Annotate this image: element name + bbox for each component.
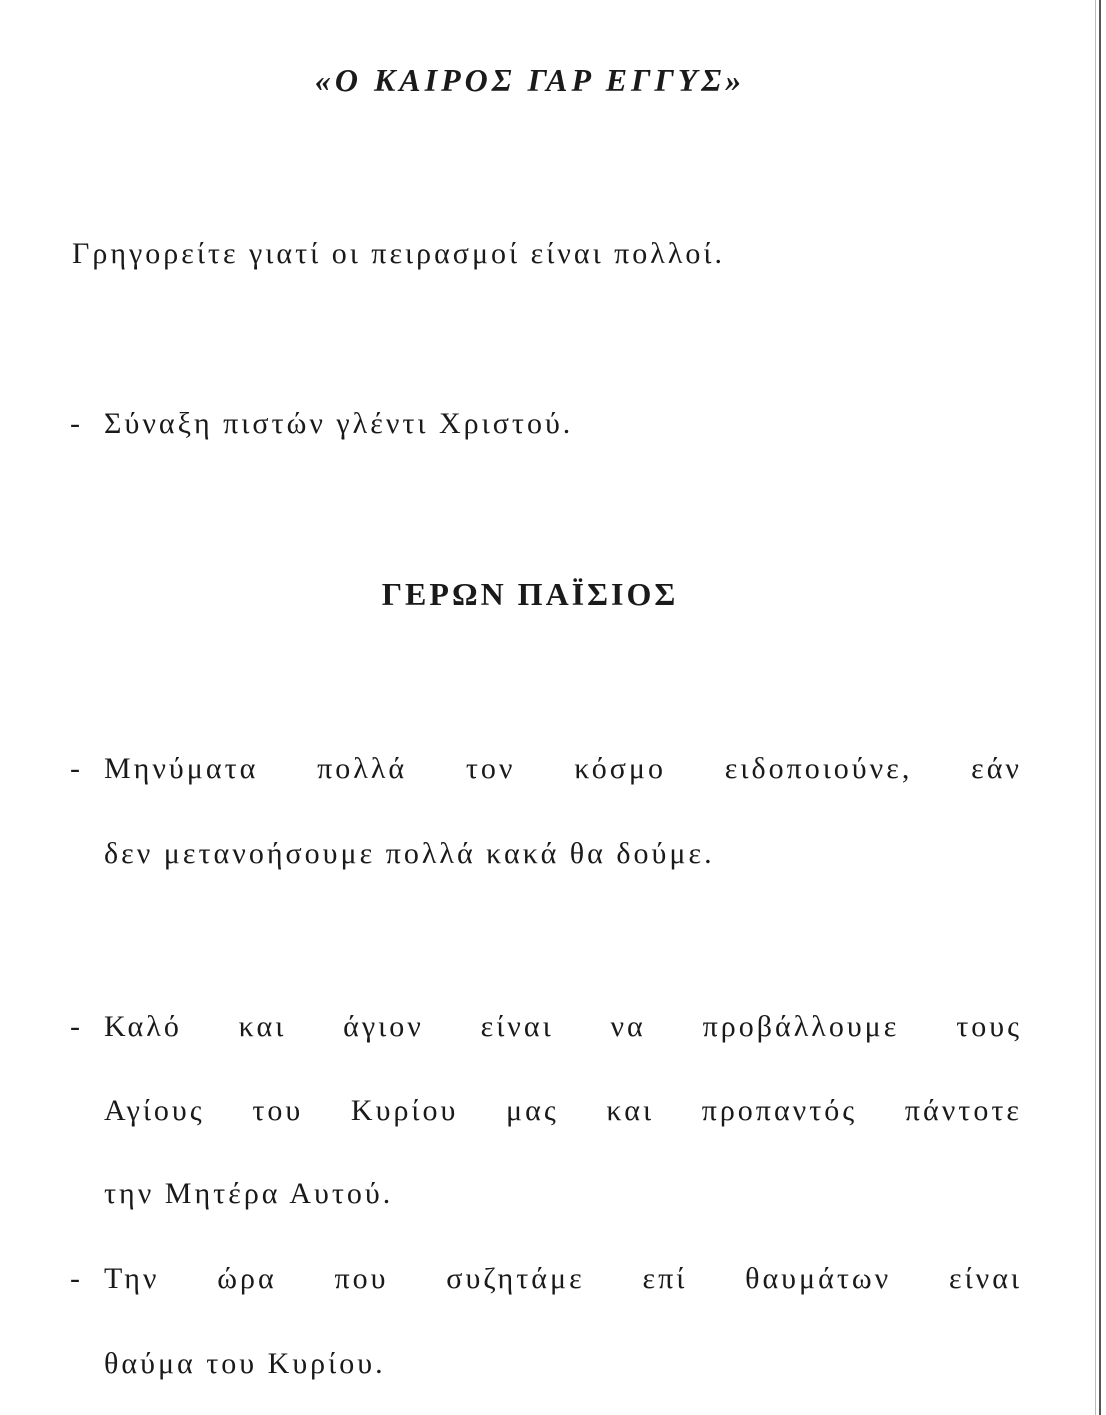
- bullet-dash: -: [70, 407, 80, 440]
- document-title: «Ο ΚΑΙΡΟΣ ΓΑΡ ΕΓΓΥΣ»: [314, 62, 746, 98]
- paragraph-1-line-2: δεν μετανοήσουμε πολλά κακά θα δούμε.: [104, 837, 715, 870]
- paragraph-1-line-1: Μηνύματα πολλά τον κόσμο ειδοποιούνε, εάν: [104, 752, 1022, 785]
- synaxi-line: Σύναξη πιστών γλέντι Χριστού.: [104, 407, 574, 440]
- paragraph-3-line-2: θαύμα του Κυρίου.: [104, 1347, 386, 1380]
- page-edge-line: [1099, 0, 1101, 1415]
- bullet-dash: -: [70, 752, 80, 785]
- author-heading: ΓΕΡΩΝ ΠΑΪΣΙΟΣ: [381, 576, 679, 612]
- paragraph-2-line-1: Καλό και άγιον είναι να προβάλλουμε τους: [104, 1010, 1022, 1043]
- intro-line: Γρηγορείτε γιατί οι πειρασμοί είναι πολλοί.: [72, 237, 725, 270]
- paragraph-2-line-3: την Μητέρα Αυτού.: [104, 1177, 394, 1210]
- bullet-dash: -: [70, 1262, 80, 1295]
- paragraph-2-line-2: Αγίους του Κυρίου μας και προπαντός πάντοτε: [104, 1094, 1022, 1127]
- paragraph-3-line-1: Την ώρα που συζητάμε επί θαυμάτων είναι: [104, 1262, 1022, 1295]
- page-edge-shadow: [1095, 0, 1096, 1415]
- bullet-dash: -: [70, 1010, 80, 1043]
